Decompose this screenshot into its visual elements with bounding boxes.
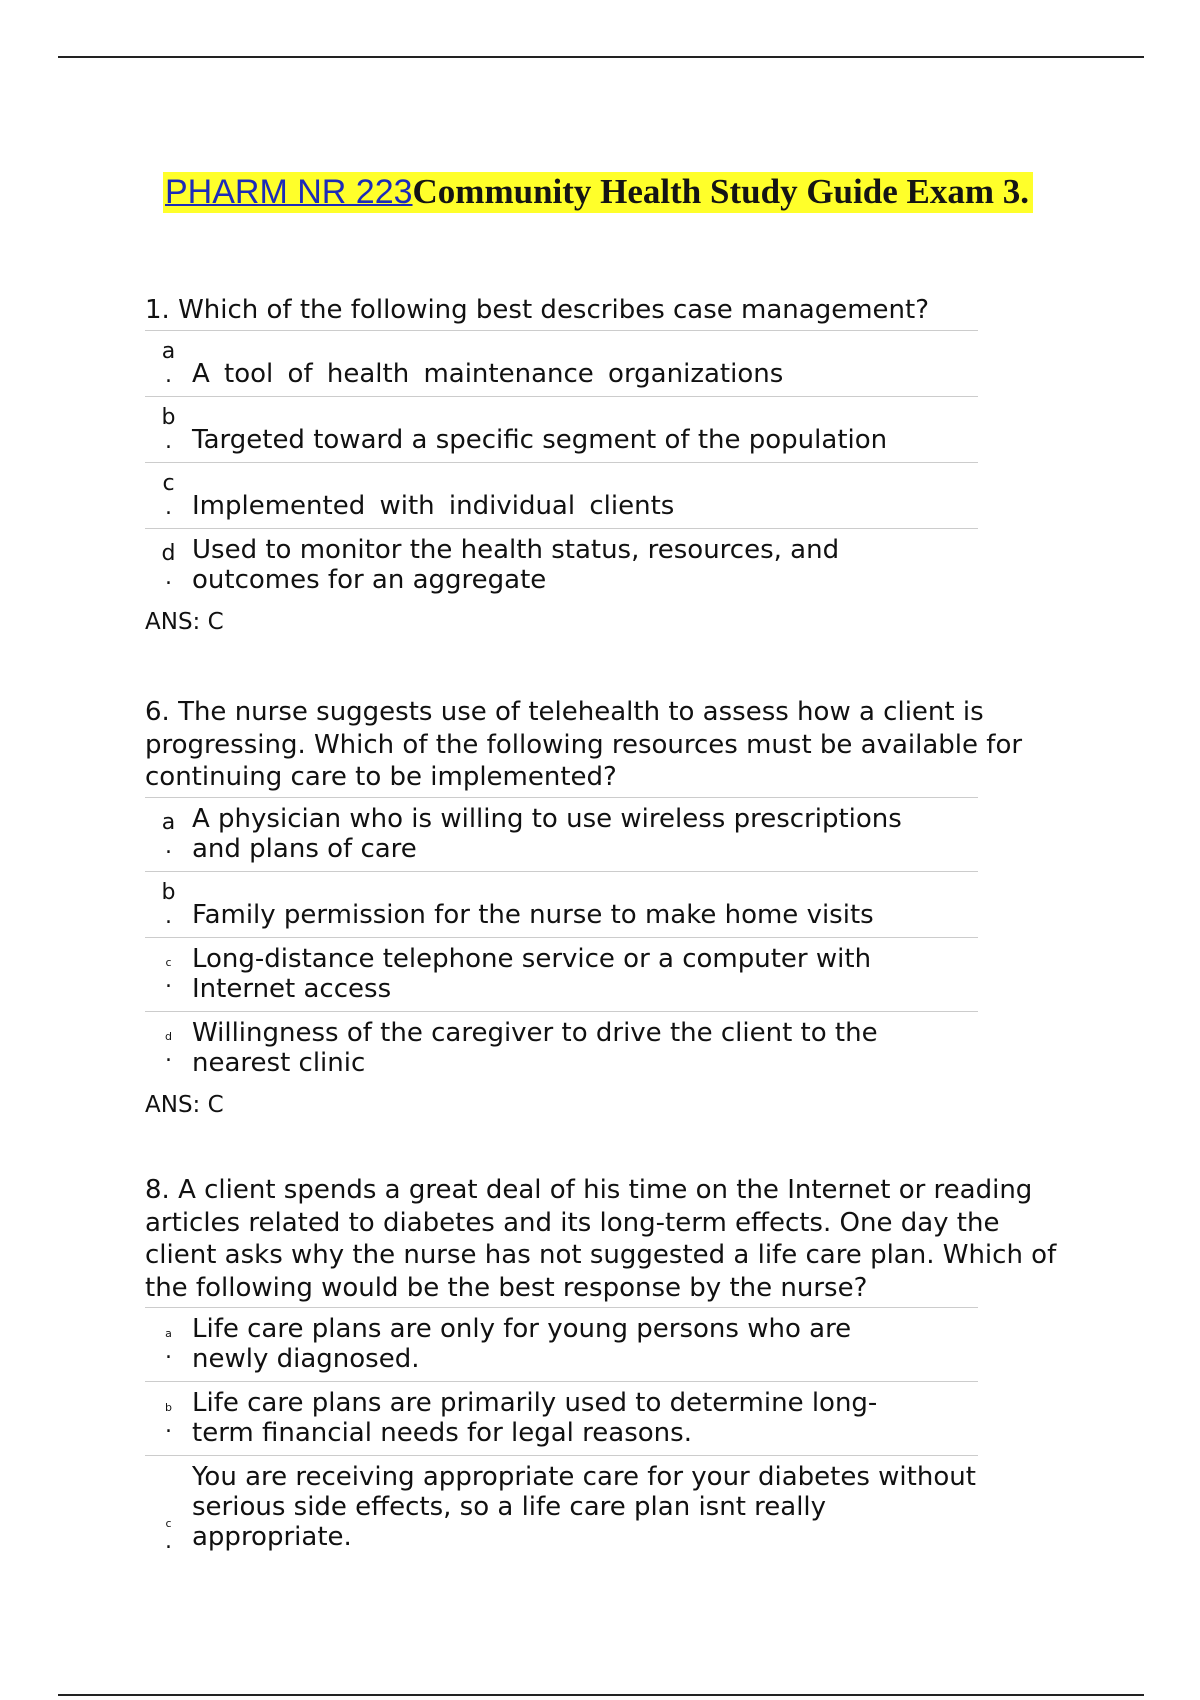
option-letter: c .: [162, 471, 175, 520]
top-rule: [58, 56, 1144, 58]
question-stem: 6. The nurse suggests use of telehealth to assess how a client is progressing. Which of the following resources must be available for continuing care to be implemented?: [145, 697, 1023, 792]
option-letter: a .: [161, 339, 176, 388]
option-text: Life care plans are only for young persons who are newly diagnosed.: [192, 1314, 852, 1374]
question-8: [145, 1174, 1075, 1559]
option-item: [145, 463, 978, 529]
option-list: [145, 797, 978, 1085]
option-letter: b .: [165, 1400, 172, 1438]
option-item: [145, 938, 978, 1012]
option-item: [145, 397, 978, 463]
answer-line: ANS: C: [145, 608, 224, 635]
question-1: [145, 294, 1075, 636]
option-item: [145, 1012, 978, 1085]
answer-line: ANS: C: [145, 1091, 224, 1118]
option-item: [145, 798, 978, 872]
option-text: Implemented with individual clients: [192, 490, 675, 521]
option-letter: b .: [161, 405, 176, 454]
option-list: [145, 1307, 978, 1559]
option-list: [145, 330, 978, 602]
question-stem: 8. A client spends a great deal of his time on the Internet or reading articles related to diabetes and its long-term effects. One day the client asks why the nurse has not suggested a life care plan. Which of the following would be the best response by the nurse?: [145, 1175, 1057, 1303]
title-course-code: PHARM NR 223: [165, 173, 413, 211]
option-letter: a .: [165, 1326, 172, 1364]
option-text: A physician who is willing to use wireless prescriptions and plans of care: [192, 803, 902, 864]
option-item: [145, 1456, 978, 1559]
option-text: Used to monitor the health status, resources, and outcomes for an aggregate: [192, 534, 840, 595]
option-item: [145, 1382, 978, 1456]
option-text: A tool of health maintenance organizations: [192, 358, 784, 389]
option-text: Long-distance telephone service or a computer with Internet access: [192, 943, 872, 1004]
document-title: [163, 172, 1033, 213]
option-text: Life care plans are primarily used to determine long-term financial needs for legal reasons.: [192, 1388, 878, 1448]
question-6: [145, 696, 1075, 1119]
option-letter: d .: [165, 1030, 172, 1067]
option-letter: c .: [165, 956, 172, 993]
option-text: You are receiving appropriate care for your diabetes without serious side effects, so a life care plan isnt really appropriate.: [192, 1462, 976, 1552]
title-text: Community Health Study Guide Exam 3.: [412, 172, 1029, 211]
option-item: [145, 1308, 978, 1382]
option-text: Targeted toward a specific segment of the population: [192, 424, 888, 455]
option-text: Family permission for the nurse to make home visits: [192, 899, 874, 930]
option-letter: c .: [165, 1517, 172, 1554]
option-letter: b .: [161, 880, 176, 929]
option-item: [145, 872, 978, 938]
option-item: [145, 331, 978, 397]
option-item: [145, 529, 978, 602]
option-letter: d .: [161, 541, 176, 590]
question-stem: 1. Which of the following best describes case management?: [145, 295, 929, 325]
option-letter: a .: [161, 810, 176, 859]
option-text: Willingness of the caregiver to drive the client to the nearest clinic: [192, 1017, 878, 1078]
bottom-rule: [58, 1694, 1144, 1696]
